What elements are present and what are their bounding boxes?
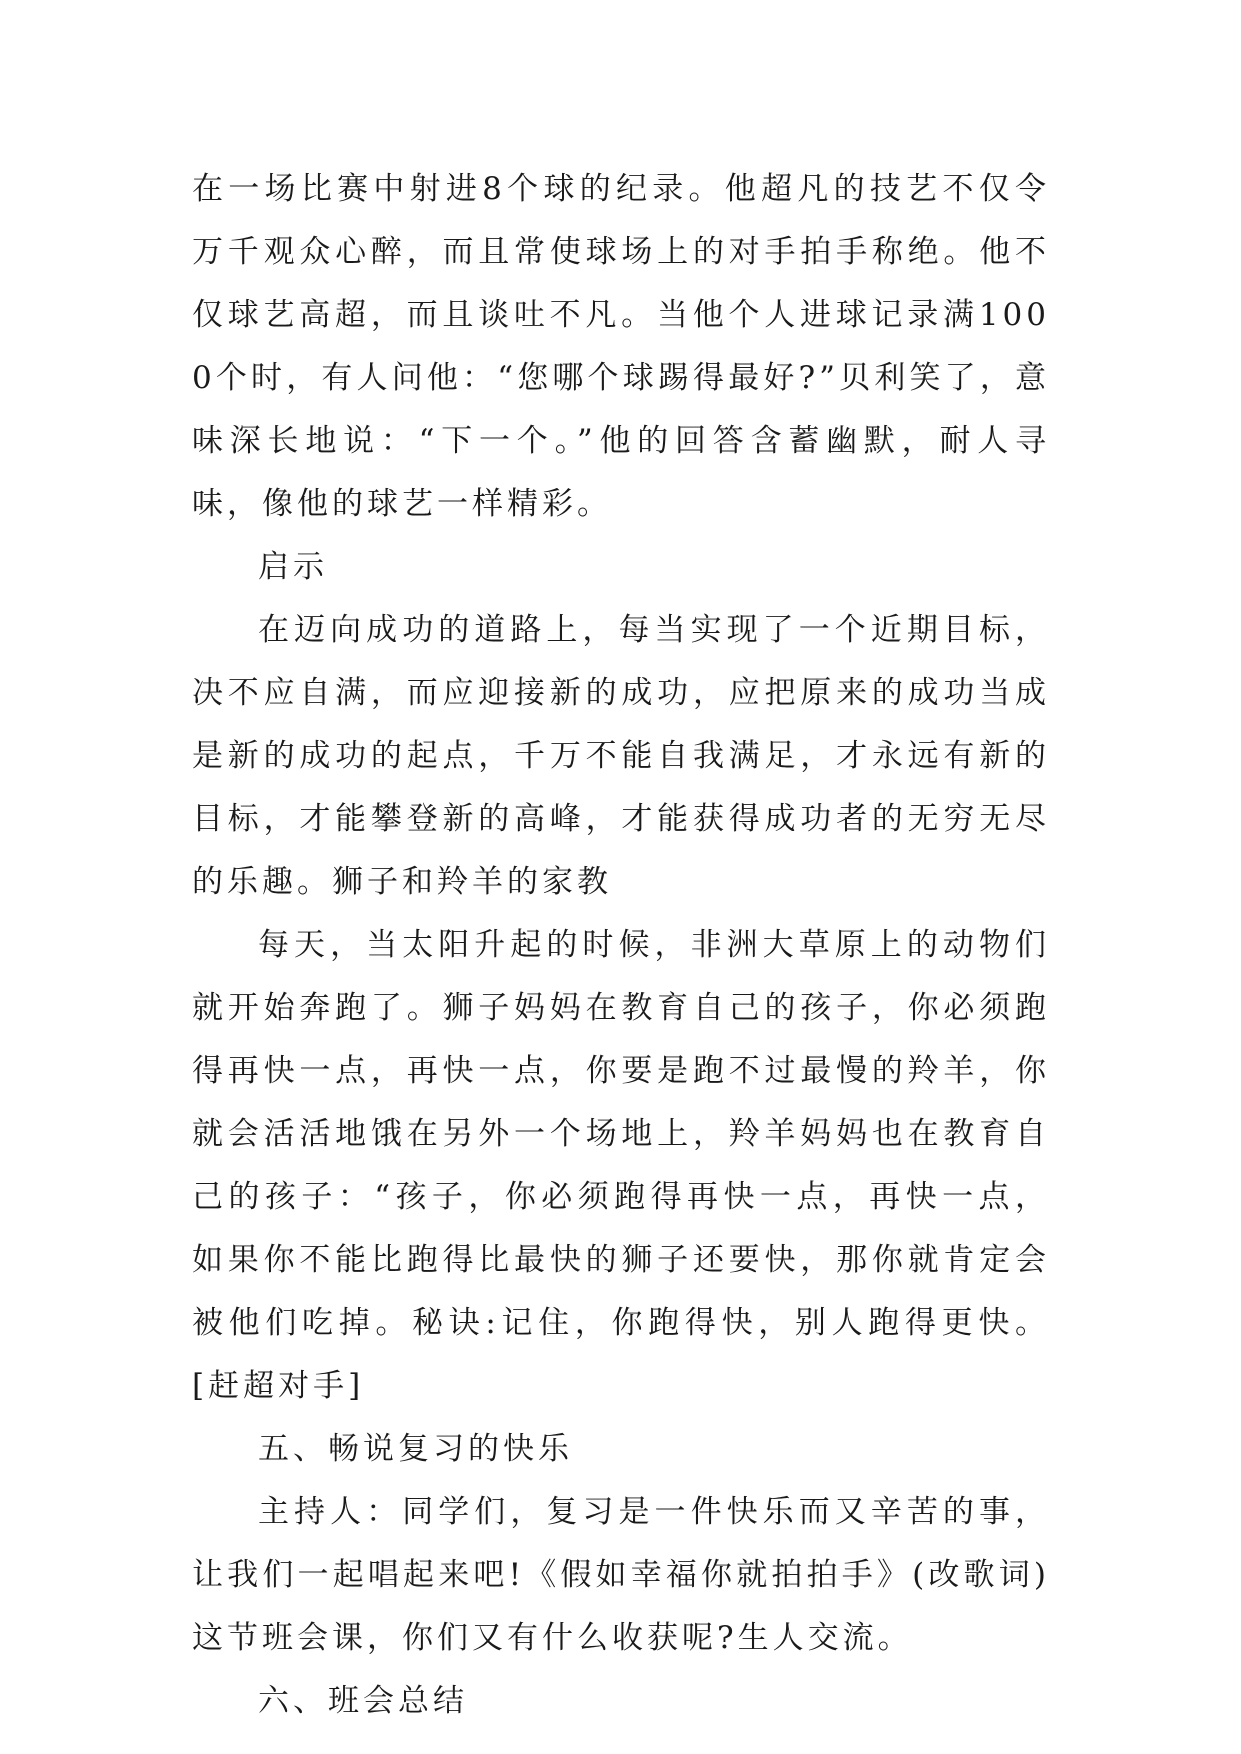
paragraph-pele-story: 在一场比赛中射进8个球的纪录。他超凡的技艺不仅令万千观众心醉，而且常使球场上的对手拍手称绝。他不仅球艺高超，而且谈吐不凡。当他个人进球记录满1000个时，有人问他：“您哪个球踢得最好?”贝利笑了，意味深长地说：“下一个。”他的回答含蓄幽默，耐人寻味，像他的球艺一样精彩。 (192, 171, 1050, 522)
heading-section-five: 五、畅说复习的快乐 (258, 1431, 573, 1467)
paragraph-lion-antelope: 每天，当太阳升起的时候，非洲大草原上的动物们就开始奔跑了。狮子妈妈在教育自己的孩子，你必须跑得再快一点，再快一点，你要是跑不过最慢的羚羊，你就会活活地饿在另外一个场地上，羚羊妈妈也在教育自己的孩子：“孩子，你必须跑得再快一点，再快一点，如果你不能比跑得比最快的狮子还要快，那你就肯定会被他们吃掉。秘诀:记住，你跑得快，别人跑得更快。[赶超对手] (192, 927, 1050, 1404)
paragraph-success-path: 在迈向成功的道路上，每当实现了一个近期目标，决不应自满，而应迎接新的成功，应把原来的成功当成是新的成功的起点，千万不能自我满足，才永远有新的目标，才能攀登新的高峰，才能获得成功者的无穷无尽的乐趣。狮子和羚羊的家教 (192, 612, 1050, 900)
heading-section-six: 六、班会总结 (258, 1683, 468, 1719)
paragraph-host-speech: 主持人：同学们，复习是一件快乐而又辛苦的事，让我们一起唱起来吧!《假如幸福你就拍拍手》(改歌词)这节班会课，你们又有什么收获呢?生人交流。 (192, 1494, 1050, 1656)
heading-qishi: 启示 (258, 549, 328, 585)
document-page (192, 158, 1050, 1733)
